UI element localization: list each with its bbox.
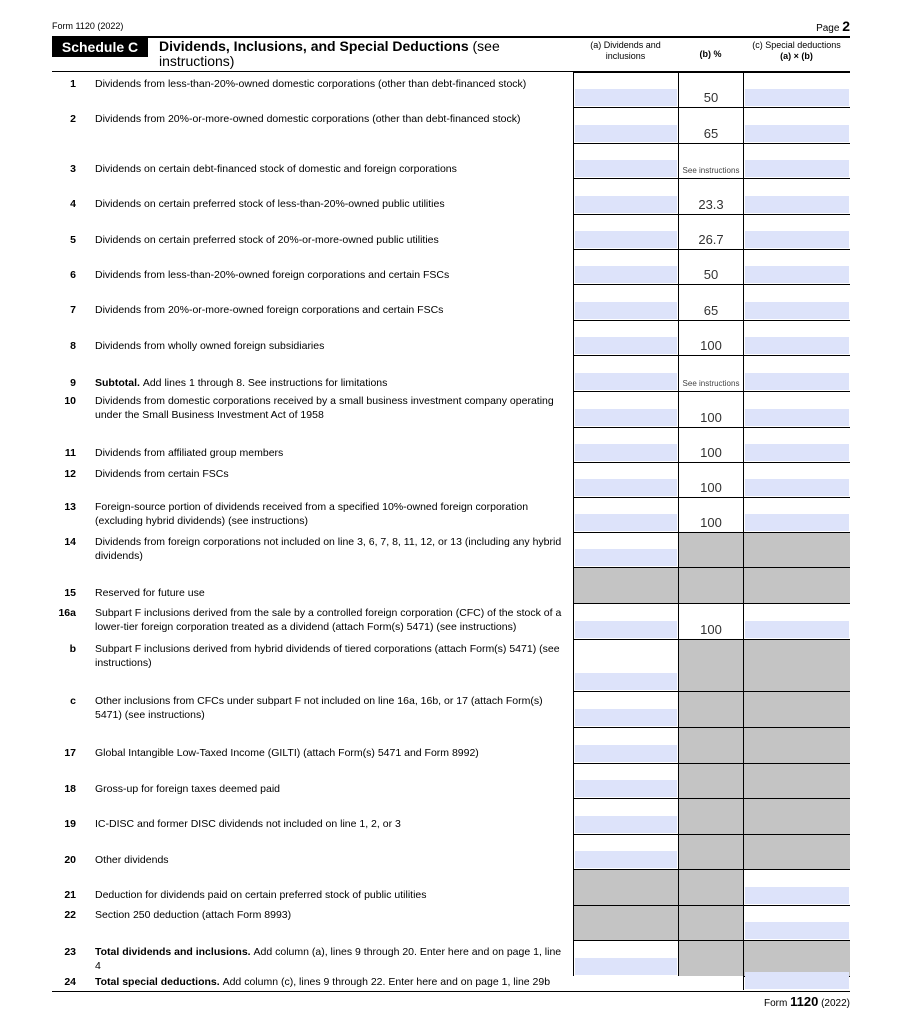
percentage-value: 100 — [700, 410, 722, 425]
column-a-field[interactable] — [573, 249, 678, 284]
column-c-field[interactable] — [743, 178, 850, 214]
line-description: Subpart F inclusions derived from the sale by a controlled foreign corporation (CFC) of the stock of a lower-tier foreign corporation treated as a dividend (attach Form(s) 5471) (see instructions) — [95, 607, 562, 633]
column-a-header: (a) Dividends and inclusions — [590, 40, 661, 61]
column-c-shaded — [743, 940, 850, 976]
column-a-field[interactable] — [573, 639, 678, 691]
line-number: c — [70, 695, 76, 707]
line-description: Deduction for dividends paid on certain preferred stock of public utilities — [95, 889, 427, 901]
percentage-value: 65 — [703, 303, 719, 318]
line-description: Other inclusions from CFCs under subpart F not included on line 16a, 16b, or 17 (attach Form(s) 5471) (see instructions) — [95, 695, 543, 721]
column-c-shaded — [743, 763, 850, 798]
line-description: Dividends from 20%-or-more-owned domestic corporations (other than debt-financed stock) — [95, 113, 521, 125]
line-description: Dividends on certain preferred stock of less-than-20%-owned public utilities — [95, 198, 445, 210]
line-16a-row — [52, 603, 850, 639]
column-a-field[interactable] — [573, 72, 678, 107]
line-number: 20 — [64, 854, 76, 866]
line-description: IC-DISC and former DISC dividends not included on line 1, 2, or 3 — [95, 818, 401, 830]
line-description: Dividends from foreign corporations not included on line 3, 6, 7, 8, 11, 12, or 13 (including any hybrid dividends) — [95, 536, 562, 562]
column-a-field[interactable] — [573, 727, 678, 763]
column-b-shaded — [678, 905, 743, 940]
line-description: Dividends from less-than-20%-owned domestic corporations (other than debt-financed stock) — [95, 78, 527, 90]
line-5-row — [52, 214, 850, 249]
column-a-field[interactable] — [573, 143, 678, 178]
column-b-percent — [678, 214, 743, 249]
column-b-percent — [678, 320, 743, 355]
line-description: Gross-up for foreign taxes deemed paid — [95, 783, 281, 795]
column-c-header: (c) Special deductions (a) × (b) — [752, 40, 841, 61]
line-21-row — [52, 869, 850, 905]
column-c-shaded — [743, 567, 850, 603]
line-number: 18 — [64, 783, 76, 795]
line-description: Dividends from wholly owned foreign subsidiaries — [95, 340, 325, 352]
column-a-field[interactable] — [573, 940, 678, 976]
column-b-percent — [678, 107, 743, 143]
schedule-header — [52, 36, 850, 72]
column-b-shaded — [678, 567, 743, 603]
line-3-row — [52, 143, 850, 178]
column-c-shaded — [743, 798, 850, 834]
line-description: Global Intangible Low-Taxed Income (GILTI) (attach Form(s) 5471 and Form 8992) — [95, 747, 479, 759]
column-a-field[interactable] — [573, 107, 678, 143]
line-24-row — [52, 976, 850, 990]
line-number: 23 — [64, 946, 76, 958]
line-4-row — [52, 178, 850, 214]
percentage-value: 50 — [703, 267, 719, 282]
column-c-field[interactable] — [743, 249, 850, 284]
column-b-percent — [678, 72, 743, 107]
column-b-percent — [678, 178, 743, 214]
line-number: b — [69, 643, 76, 655]
line-c-row — [52, 691, 850, 727]
column-b-percent — [678, 143, 743, 178]
page-number: Page 2 — [816, 18, 850, 34]
column-a-field[interactable] — [573, 284, 678, 320]
line-14-row — [52, 532, 850, 567]
percentage-value: 100 — [700, 515, 722, 530]
column-a-shaded — [573, 905, 678, 940]
column-a-field[interactable] — [573, 834, 678, 869]
column-b-shaded — [678, 691, 743, 727]
column-c-field[interactable] — [743, 976, 850, 990]
column-c-field[interactable] — [743, 72, 850, 107]
percentage-value: 100 — [700, 338, 722, 353]
column-a-field[interactable] — [573, 532, 678, 567]
column-b-percent — [678, 284, 743, 320]
line-description: Dividends from certain FSCs — [95, 468, 229, 480]
line-6-row — [52, 249, 850, 284]
column-c-field[interactable] — [743, 462, 850, 497]
column-c-shaded — [743, 532, 850, 567]
form-bottom-rule — [52, 991, 850, 992]
line-description: Reserved for future use — [95, 587, 205, 599]
column-a-field[interactable] — [573, 798, 678, 834]
column-c-shaded — [743, 727, 850, 763]
column-c-field[interactable] — [743, 427, 850, 462]
column-b-percent — [678, 355, 743, 391]
schedule-rows — [52, 72, 850, 990]
line-number: 4 — [70, 198, 76, 210]
line-b-row — [52, 639, 850, 691]
line-number: 22 — [64, 909, 76, 921]
line-description: Dividends on certain preferred stock of 20%-or-more-owned public utilities — [95, 234, 439, 246]
column-b-percent — [678, 249, 743, 284]
percentage-value: See instructions — [682, 166, 740, 175]
column-a-field[interactable] — [573, 603, 678, 639]
line-number: 24 — [64, 976, 76, 988]
percentage-value: 50 — [703, 90, 719, 105]
column-b-shaded — [678, 834, 743, 869]
line-description: Total special deductions. Add column (c), lines 9 through 22. Enter here and on page 1, line 29b — [95, 976, 551, 988]
line-10-row — [52, 391, 850, 427]
column-b-shaded — [678, 727, 743, 763]
line-2-row — [52, 107, 850, 143]
line-number: 1 — [70, 78, 76, 90]
column-b-shaded — [678, 532, 743, 567]
column-b-percent — [678, 462, 743, 497]
line-number: 16a — [58, 607, 76, 619]
column-c-field[interactable] — [743, 284, 850, 320]
line-description: Subpart F inclusions derived from hybrid dividends of tiered corporations (attach Form(s) 5471) (see instructions) — [95, 643, 560, 669]
line-23-row — [52, 940, 850, 976]
schedule-title: Dividends, Inclusions, and Special Deductions (see instructions) — [159, 38, 500, 69]
line-number: 19 — [64, 818, 76, 830]
form-footer: Form 1120 (2022) — [763, 994, 850, 1009]
column-a-field[interactable] — [573, 320, 678, 355]
column-a-field[interactable] — [573, 355, 678, 391]
form-top-bar — [52, 20, 850, 36]
line-15-row — [52, 567, 850, 603]
percentage-value: 65 — [703, 126, 719, 141]
column-b-percent — [678, 603, 743, 639]
column-c-field[interactable] — [743, 497, 850, 532]
line-description: Dividends from domestic corporations received by a small business investment company operating under the Small Business Investment Act of 1958 — [95, 395, 554, 421]
column-a-field[interactable] — [573, 497, 678, 532]
percentage-value: 100 — [700, 480, 722, 495]
line-description: Total dividends and inclusions. Add column (a), lines 9 through 20. Enter here and on page 1, line 4 — [95, 946, 562, 972]
line-number: 9 — [70, 377, 76, 389]
line-19-row — [52, 798, 850, 834]
line-number: 10 — [64, 395, 76, 407]
percentage-value: 100 — [700, 445, 722, 460]
line-number: 13 — [64, 501, 76, 513]
line-8-row — [52, 320, 850, 355]
line-number: 7 — [70, 304, 76, 316]
line-number: 12 — [64, 468, 76, 480]
line-description: Foreign-source portion of dividends received from a specified 10%-owned foreign corporation (excluding hybrid dividends) (see instructions) — [95, 501, 529, 527]
percentage-value: 100 — [700, 622, 722, 637]
column-c-field[interactable] — [743, 214, 850, 249]
line-18-row — [52, 763, 850, 798]
line-number: 15 — [64, 587, 76, 599]
line-description: Subtotal. Add lines 1 through 8. See instructions for limitations — [95, 377, 388, 389]
column-c-field[interactable] — [743, 391, 850, 427]
column-b-shaded — [678, 869, 743, 905]
line-20-row — [52, 834, 850, 869]
percentage-value: 23.3 — [698, 197, 724, 212]
line-description: Dividends from less-than-20%-owned foreign corporations and certain FSCs — [95, 269, 450, 281]
column-c-field[interactable] — [743, 603, 850, 639]
line-number: 8 — [70, 340, 76, 352]
line-number: 3 — [70, 163, 76, 175]
line-number: 5 — [70, 234, 76, 246]
percentage-value: 26.7 — [698, 232, 724, 247]
percentage-value: See instructions — [682, 379, 740, 388]
line-1-row — [52, 72, 850, 107]
schedule-badge: Schedule C — [52, 38, 148, 57]
column-c-shaded — [743, 639, 850, 691]
line-description: Dividends on certain debt-financed stock of domestic and foreign corporations — [95, 163, 457, 175]
line-description: Other dividends — [95, 854, 169, 866]
column-c-field[interactable] — [743, 905, 850, 940]
column-b-percent — [678, 497, 743, 532]
column-c-field[interactable] — [743, 107, 850, 143]
column-a-shaded — [573, 869, 678, 905]
line-11-row — [52, 427, 850, 462]
column-a-field[interactable] — [573, 427, 678, 462]
line-7-row — [52, 284, 850, 320]
line-13-row — [52, 497, 850, 532]
column-c-field[interactable] — [743, 320, 850, 355]
line-number: 21 — [64, 889, 76, 901]
column-a-field[interactable] — [573, 391, 678, 427]
column-c-shaded — [743, 691, 850, 727]
column-b-header: (b) % — [699, 49, 722, 59]
line-number: 11 — [64, 447, 76, 459]
line-description: Dividends from affiliated group members — [95, 447, 284, 459]
column-a-field[interactable] — [573, 214, 678, 249]
line-description: Dividends from 20%-or-more-owned foreign corporations and certain FSCs — [95, 304, 444, 316]
column-c-field[interactable] — [743, 869, 850, 905]
column-b-shaded — [678, 940, 743, 976]
column-b-shaded — [678, 639, 743, 691]
column-a-shaded — [573, 567, 678, 603]
line-9-row — [52, 355, 850, 391]
line-17-row — [52, 727, 850, 763]
line-number: 2 — [70, 113, 76, 125]
column-c-shaded — [743, 834, 850, 869]
column-b-percent — [678, 427, 743, 462]
column-b-shaded — [678, 798, 743, 834]
form-id: Form 1120 (2022) — [52, 21, 124, 31]
line-description: Section 250 deduction (attach Form 8993) — [95, 909, 292, 921]
column-a-field[interactable] — [573, 178, 678, 214]
column-a-field[interactable] — [573, 462, 678, 497]
line-number: 14 — [64, 536, 76, 548]
line-number: 6 — [70, 269, 76, 281]
column-c-field[interactable] — [743, 355, 850, 391]
column-c-field[interactable] — [743, 143, 850, 178]
column-a-field[interactable] — [573, 691, 678, 727]
column-b-shaded — [678, 763, 743, 798]
column-a-field[interactable] — [573, 763, 678, 798]
line-number: 17 — [64, 747, 76, 759]
line-12-row — [52, 462, 850, 497]
line-22-row — [52, 905, 850, 940]
column-b-percent — [678, 391, 743, 427]
